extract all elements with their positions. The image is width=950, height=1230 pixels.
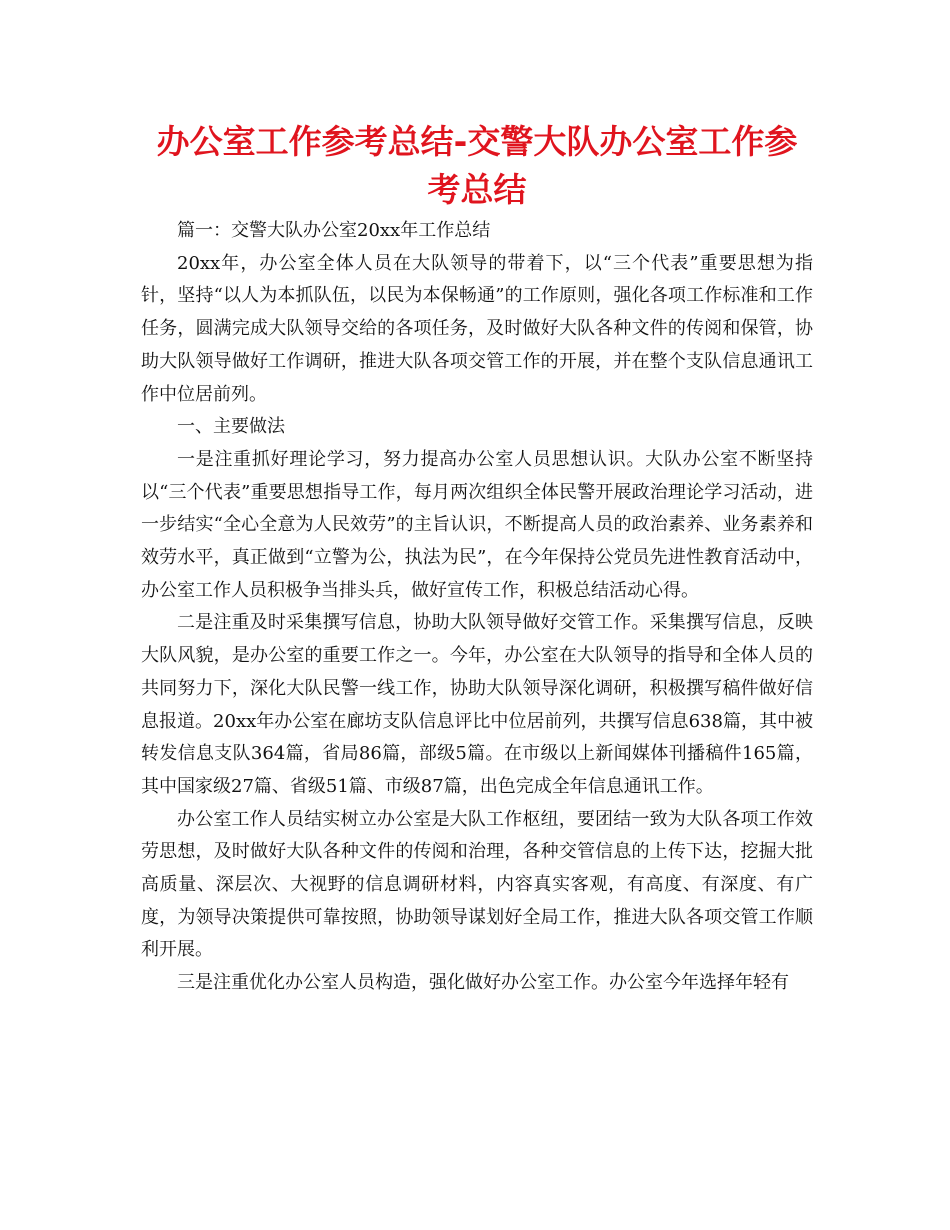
paragraph-point-one: 一是注重抓好理论学习，努力提高办公室人员思想认识。大队办公室不断坚持以“三个代表”重要思想指导工作，每月两次组织全体民警开展政治理论学习活动，进一步结实“全心全意为人民效劳”的主旨认识，不断提高人员的政治素养、业务素养和效劳水平，真正做到“立警为公，执法为民”，在今年保持公党员先进性教育活动中，办公室工作人员积极争当排头兵，做好宣传工作，积极总结活动心得。: [141, 448, 813, 601]
paragraph-intro: 20xx年，办公室全体人员在大队领导的带着下，以“三个代表”重要思想为指针，坚持“以人为本抓队伍，以民为本保畅通”的工作原则，强化各项工作标准和工作任务，圆满完成大队领导交给的各项任务，及时做好大队各种文件的传阅和保管，协助大队领导做好工作调研，推进大队各项交管工作的开展，并在整个支队信息通讯工作中位居前列。: [141, 252, 813, 405]
document-page: [141, 118, 813, 1000]
paragraph-point-two: 二是注重及时采集撰写信息，协助大队领导做好交管工作。采集撰写信息，反映大队风貌，是办公室的重要工作之一。今年，办公室在大队领导的指导和全体人员的共同努力下，深化大队民警一线工作，协助大队领导深化调研，积极撰写稿件做好信息报道。20xx年办公室在廊坊支队信息评比中位居前列，共撰写信息638篇，其中被转发信息支队364篇，省局86篇，部级5篇。在市级以上新闻媒体刊播稿件165篇，其中国家级27篇、省级51篇、市级87篇，出色完成全年信息通讯工作。: [141, 612, 813, 797]
paragraph-section-heading: 篇一：交警大队办公室20xx年工作总结: [177, 220, 491, 241]
paragraph-office-staff: 办公室工作人员结实树立办公室是大队工作枢纽，要团结一致为大队各项工作效劳思想，及时做好大队各种文件的传阅和治理，各种交管信息的上传下达，挖掘大批高质量、深层次、大视野的信息调研材料，内容真实客观，有高度、有深度、有广度，为领导决策提供可靠按照，协助领导谋划好全局工作，推进大队各项交管工作顺利开展。: [141, 808, 813, 961]
paragraph-point-three: 三是注重优化办公室人员构造，强化做好办公室工作。办公室今年选择年轻有: [177, 972, 789, 994]
document-title: 办公室工作参考总结-交警大队办公室工作参考总结: [156, 122, 798, 209]
paragraph-heading-main-methods: 一、主要做法: [177, 416, 285, 438]
